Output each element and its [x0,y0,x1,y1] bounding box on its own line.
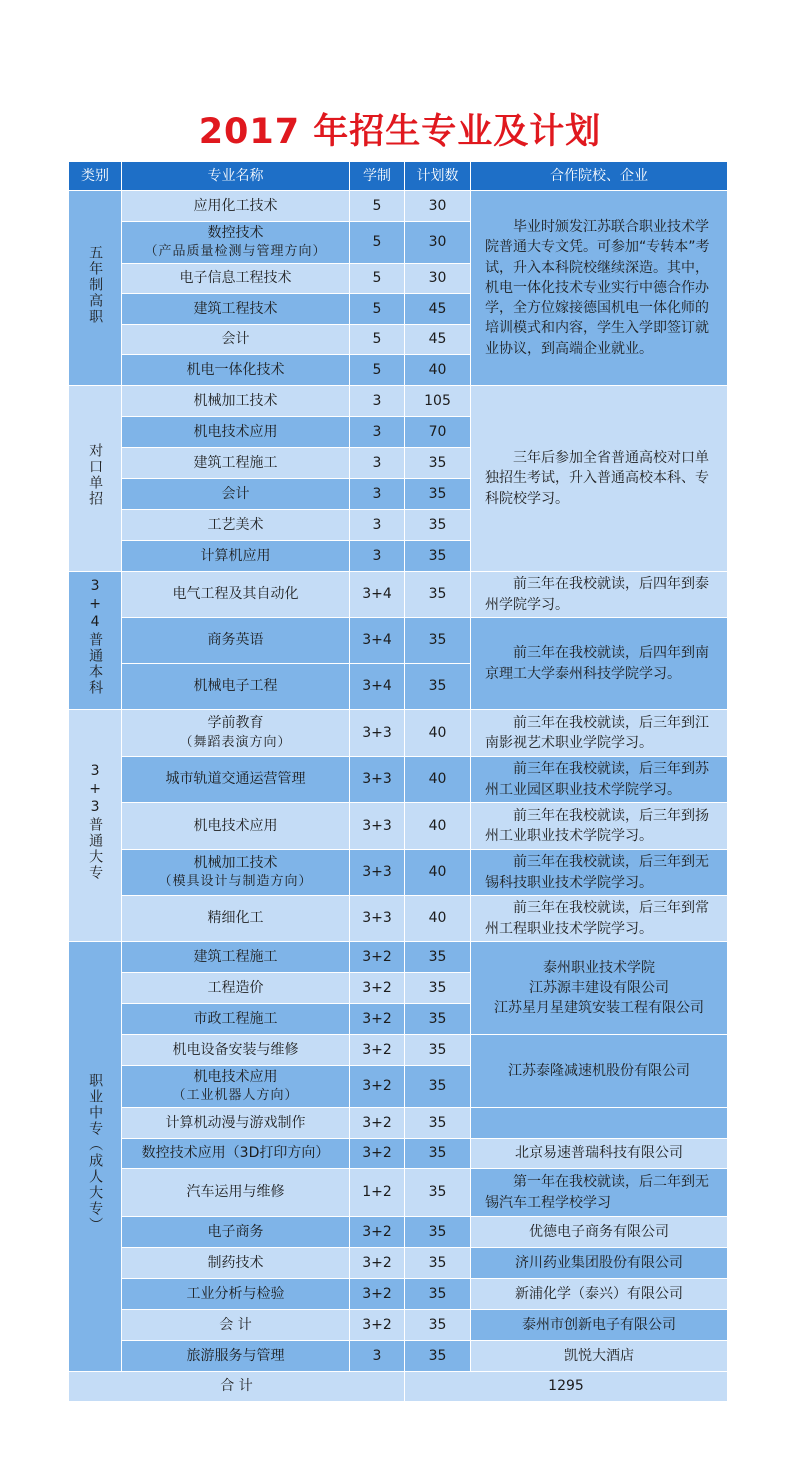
major-cell [122,222,350,264]
plan-cell: 35 [405,1217,471,1248]
years-cell: 3+4 [350,572,405,618]
total-label: 合 计 [69,1372,405,1402]
table-row [69,618,728,664]
major-direction: （产品质量检测与管理方向） [144,244,327,260]
partner-text: 前三年在我校就读，后四年到南京理工大学泰州科技学院学习。 [485,645,709,682]
partner-line: 泰州职业技术学院 [543,959,655,976]
partner-cell [471,1169,728,1217]
category-cell [69,710,122,942]
partner-cell [471,942,728,1035]
table-row [69,1279,728,1310]
partner-cell: 济川药业集团股份有限公司 [471,1248,728,1279]
partner-cell: 北京易速普瑞科技有限公司 [471,1139,728,1169]
table-row [69,942,728,973]
major-cell: 机电技术应用 [122,803,350,850]
plan-cell: 35 [405,942,471,973]
total-value: 1295 [405,1372,728,1402]
partner-cell [471,803,728,850]
header-years: 学制 [350,162,405,191]
major-cell: 数控技术应用（3D打印方向） [122,1139,350,1169]
plan-cell: 35 [405,618,471,664]
years-cell: 3 [350,386,405,417]
partner-cell: 泰州市创新电子有限公司 [471,1310,728,1341]
plan-cell: 40 [405,803,471,850]
category-label: 3+3普通大专 [87,763,104,882]
partner-cell: 新浦化学（泰兴）有限公司 [471,1279,728,1310]
table-row [69,803,728,850]
partner-text: 前三年在我校就读，后三年到常州工程职业技术学院学习。 [485,900,709,937]
partner-cell [471,710,728,757]
major-cell: 应用化工技术 [122,191,350,222]
major-cell [122,1066,350,1108]
partner-cell [471,1108,728,1139]
years-cell: 3+3 [350,850,405,896]
plan-cell: 40 [405,710,471,757]
plan-cell: 40 [405,850,471,896]
plan-cell: 35 [405,1004,471,1035]
major-cell: 会计 [122,325,350,355]
partner-cell [471,896,728,942]
major-name: 机械加工技术 [193,854,278,871]
major-cell: 会计 [122,479,350,510]
category-label: 对口单招 [87,443,104,508]
category-cell [69,191,122,386]
years-cell: 3+2 [350,1066,405,1108]
plan-cell: 35 [405,1169,471,1217]
plan-cell: 35 [405,664,471,710]
major-direction: （工业机器人方向） [172,1088,299,1104]
table-row [69,1169,728,1217]
major-cell: 电气工程及其自动化 [122,572,350,618]
major-cell: 建筑工程施工 [122,942,350,973]
major-cell: 机电技术应用 [122,417,350,448]
page-title: 2017 年招生专业及计划 [198,112,602,152]
major-direction: （舞蹈表演方向） [179,734,292,750]
plan-cell: 35 [405,448,471,479]
table-row [69,1108,728,1139]
major-cell: 市政工程施工 [122,1004,350,1035]
years-cell: 3 [350,510,405,541]
years-cell: 3 [350,1341,405,1372]
years-cell: 3+2 [350,973,405,1004]
years-cell: 3+2 [350,1139,405,1169]
header-category: 类别 [69,162,122,191]
plan-cell: 35 [405,1341,471,1372]
major-cell: 制药技术 [122,1248,350,1279]
major-cell [122,850,350,896]
partner-cell: 优德电子商务有限公司 [471,1217,728,1248]
years-cell: 3+2 [350,1035,405,1066]
major-cell: 会 计 [122,1310,350,1341]
plan-cell: 45 [405,325,471,355]
major-cell: 精细化工 [122,896,350,942]
plan-cell: 105 [405,386,471,417]
years-cell: 5 [350,355,405,386]
table-row [69,850,728,896]
plan-cell: 35 [405,1139,471,1169]
table-row [69,710,728,757]
years-cell: 3 [350,479,405,510]
major-name: 数控技术 [207,224,264,241]
table-row [69,386,728,417]
partner-text: 前三年在我校就读，后三年到扬州工业职业技术学院学习。 [485,807,709,844]
category-cell [69,942,122,1372]
table-row [69,1341,728,1372]
table-row [69,1139,728,1169]
major-cell: 建筑工程施工 [122,448,350,479]
years-cell: 3+4 [350,664,405,710]
years-cell: 3+3 [350,803,405,850]
plan-cell: 40 [405,355,471,386]
category-cell [69,386,122,572]
partner-cell [471,191,728,386]
partner-cell [471,757,728,803]
table-row [69,896,728,942]
enrollment-plan-table [68,161,728,1402]
header-partner: 合作院校、企业 [471,162,728,191]
years-cell: 5 [350,294,405,325]
plan-cell: 35 [405,1066,471,1108]
table-row [69,1248,728,1279]
plan-cell: 35 [405,1248,471,1279]
partner-cell [471,572,728,618]
plan-cell: 30 [405,191,471,222]
years-cell: 3+2 [350,1310,405,1341]
partner-text: 前三年在我校就读，后四年到泰州学院学习。 [485,576,709,613]
plan-cell: 35 [405,510,471,541]
partner-cell: 凯悦大酒店 [471,1341,728,1372]
partner-cell [471,386,728,572]
plan-cell: 40 [405,896,471,942]
major-name: 机电技术应用 [193,1068,278,1085]
major-cell: 电子商务 [122,1217,350,1248]
category-label: 3+4普通本科 [87,578,104,697]
years-cell: 3+3 [350,896,405,942]
plan-cell: 40 [405,757,471,803]
years-cell: 3 [350,417,405,448]
plan-cell: 35 [405,479,471,510]
years-cell: 5 [350,191,405,222]
years-cell: 3+2 [350,942,405,973]
major-cell: 工业分析与检验 [122,1279,350,1310]
major-cell: 工程造价 [122,973,350,1004]
partner-line: 江苏星月星建筑安装工程有限公司 [494,1000,704,1017]
plan-cell: 35 [405,572,471,618]
major-name: 学前教育 [207,715,264,732]
table-header-row [69,162,728,191]
major-cell: 计算机动漫与游戏制作 [122,1108,350,1139]
plan-cell: 45 [405,294,471,325]
years-cell: 5 [350,264,405,294]
category-label: 职业中专（成人大专） [87,1073,104,1234]
major-cell: 工艺美术 [122,510,350,541]
plan-cell: 35 [405,1108,471,1139]
years-cell: 3+2 [350,1004,405,1035]
major-cell: 汽车运用与维修 [122,1169,350,1217]
years-cell: 3+4 [350,618,405,664]
major-cell [122,710,350,757]
major-cell: 电子信息工程技术 [122,264,350,294]
partner-line: 江苏源丰建设有限公司 [529,979,669,996]
table-row [69,1310,728,1341]
table-row [69,191,728,222]
partner-text: 前三年在我校就读，后三年到苏州工业园区职业技术学院学习。 [485,761,709,798]
plan-cell: 35 [405,1310,471,1341]
table-row [69,757,728,803]
table-row [69,1035,728,1066]
category-cell [69,572,122,710]
years-cell: 3+2 [350,1108,405,1139]
plan-cell: 35 [405,541,471,572]
partner-cell [471,618,728,710]
total-row [69,1372,728,1402]
plan-cell: 30 [405,222,471,264]
plan-cell: 70 [405,417,471,448]
years-cell: 3+3 [350,710,405,757]
major-cell: 机电一体化技术 [122,355,350,386]
years-cell: 3 [350,448,405,479]
header-major: 专业名称 [122,162,350,191]
years-cell: 3+2 [350,1279,405,1310]
table-row [69,1217,728,1248]
years-cell: 3+2 [350,1248,405,1279]
header-plan: 计划数 [405,162,471,191]
years-cell: 5 [350,325,405,355]
years-cell: 1+2 [350,1169,405,1217]
plan-cell: 35 [405,973,471,1004]
partner-text: 毕业时颁发江苏联合职业技术学院普通大专文凭。可参加“专转本”考试，升入本科院校继续深造。其中，机电一体化技术专业实行中德合作办学，全方位嫁接德国机电一体化师的培训模式和内容，学生入学即签订就业协议，到高端企业就业。 [485,218,710,357]
major-direction: （模具设计与制造方向） [158,874,313,890]
partner-text: 第一年在我校就读，后二年到无锡汽车工程学校学习 [485,1174,709,1211]
partner-cell: 江苏泰隆减速机股份有限公司 [471,1035,728,1108]
major-cell: 机电设备安装与维修 [122,1035,350,1066]
years-cell: 3 [350,541,405,572]
major-cell: 城市轨道交通运营管理 [122,757,350,803]
major-cell: 旅游服务与管理 [122,1341,350,1372]
years-cell: 3+3 [350,757,405,803]
years-cell: 3+2 [350,1217,405,1248]
major-cell: 商务英语 [122,618,350,664]
plan-cell: 35 [405,1035,471,1066]
plan-cell: 35 [405,1279,471,1310]
major-cell: 机械加工技术 [122,386,350,417]
partner-cell [471,850,728,896]
table-row [69,572,728,618]
major-cell: 机械电子工程 [122,664,350,710]
partner-text: 三年后参加全省普通高校对口单独招生考试，升入普通高校本科、专科院校学习。 [485,450,709,507]
years-cell: 5 [350,222,405,264]
major-cell: 建筑工程技术 [122,294,350,325]
partner-text: 前三年在我校就读，后三年到江南影视艺术职业学院学习。 [485,714,709,751]
plan-cell: 30 [405,264,471,294]
partner-text: 前三年在我校就读，后三年到无锡科技职业技术学院学习。 [485,854,709,891]
major-cell: 计算机应用 [122,541,350,572]
category-label: 五年制高职 [87,244,104,325]
